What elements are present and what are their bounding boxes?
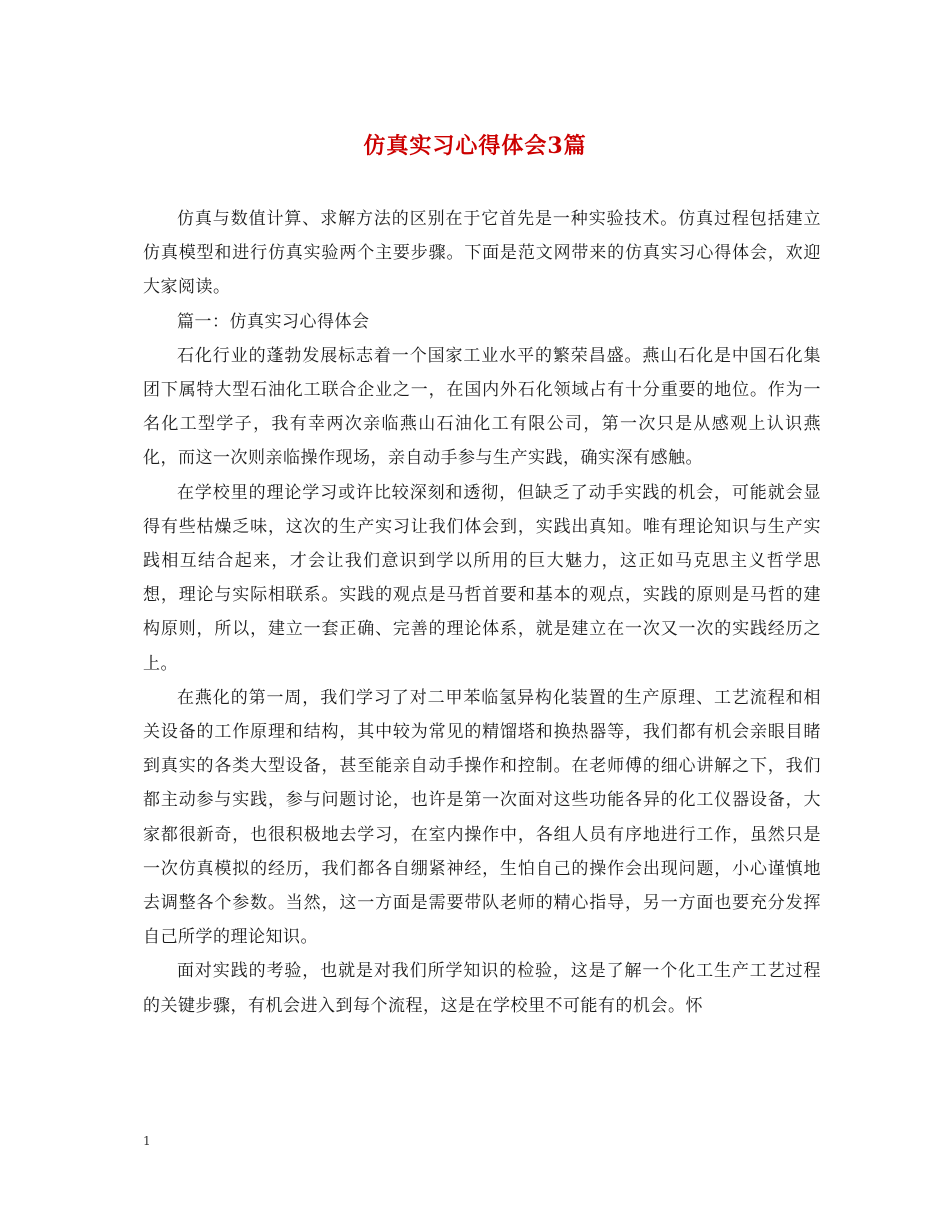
paragraph: 在燕化的第一周，我们学习了对二甲苯临氢异构化装置的生产原理、工艺流程和相关设备的工作原理和结构，其中较为常见的精馏塔和换热器等，我们都有机会亲眼目睹到真实的各类大型设备，甚至能亲自动手操作和控制。在老师傅的细心讲解之下，我们都主动参与实践，参与问题讨论，也许是第一次面对这些功能各异的化工仪器设备，大家都很新奇，也很积极地去学习，在室内操作中，各组人员有序地进行工作，虽然只是一次仿真模拟的经历，我们都各自绷紧神经，生怕自己的操作会出现问题，小心谨慎地去调整各个参数。当然，这一方面是需要带队老师的精心指导，另一方面也要充分发挥自己所学的理论知识。 xyxy=(143,687,821,948)
document-title: 仿真实习心得体会3篇 xyxy=(363,133,587,159)
document-body xyxy=(143,202,821,1023)
paragraph: 在学校里的理论学习或许比较深刻和透彻，但缺乏了动手实践的机会，可能就会显得有些枯燥乏味，这次的生产实习让我们体会到，实践出真知。唯有理论知识与生产实践相互结合起来，才会让我们意识到学以所用的巨大魅力，这正如马克思主义哲学思想，理论与实际相联系。实践的观点是马哲首要和基本的观点，实践的原则是马哲的建构原则，所以，建立一套正确、完善的理论体系，就是建立在一次又一次的实践经历之上。 xyxy=(143,482,821,674)
paragraph: 石化行业的蓬勃发展标志着一个国家工业水平的繁荣昌盛。燕山石化是中国石化集团下属特大型石油化工联合企业之一，在国内外石化领域占有十分重要的地位。作为一名化工型学子，我有幸两次亲临燕山石油化工有限公司，第一次只是从感观上认识燕化，而这一次则亲临操作现场，亲自动手参与生产实践，确实深有感触。 xyxy=(143,345,821,469)
page-number: 1 xyxy=(143,1134,151,1148)
section-heading: 篇一：仿真实习心得体会 xyxy=(177,311,370,332)
paragraph-intro: 仿真与数值计算、求解方法的区别在于它首先是一种实验技术。仿真过程包括建立仿真模型和进行仿真实验两个主要步骤。下面是范文网带来的仿真实习心得体会，欢迎大家阅读。 xyxy=(143,209,821,298)
paragraph: 面对实践的考验，也就是对我们所学知识的检验，这是了解一个化工生产工艺过程的关键步骤，有机会进入到每个流程，这是在学校里不可能有的机会。怀 xyxy=(143,961,821,1016)
